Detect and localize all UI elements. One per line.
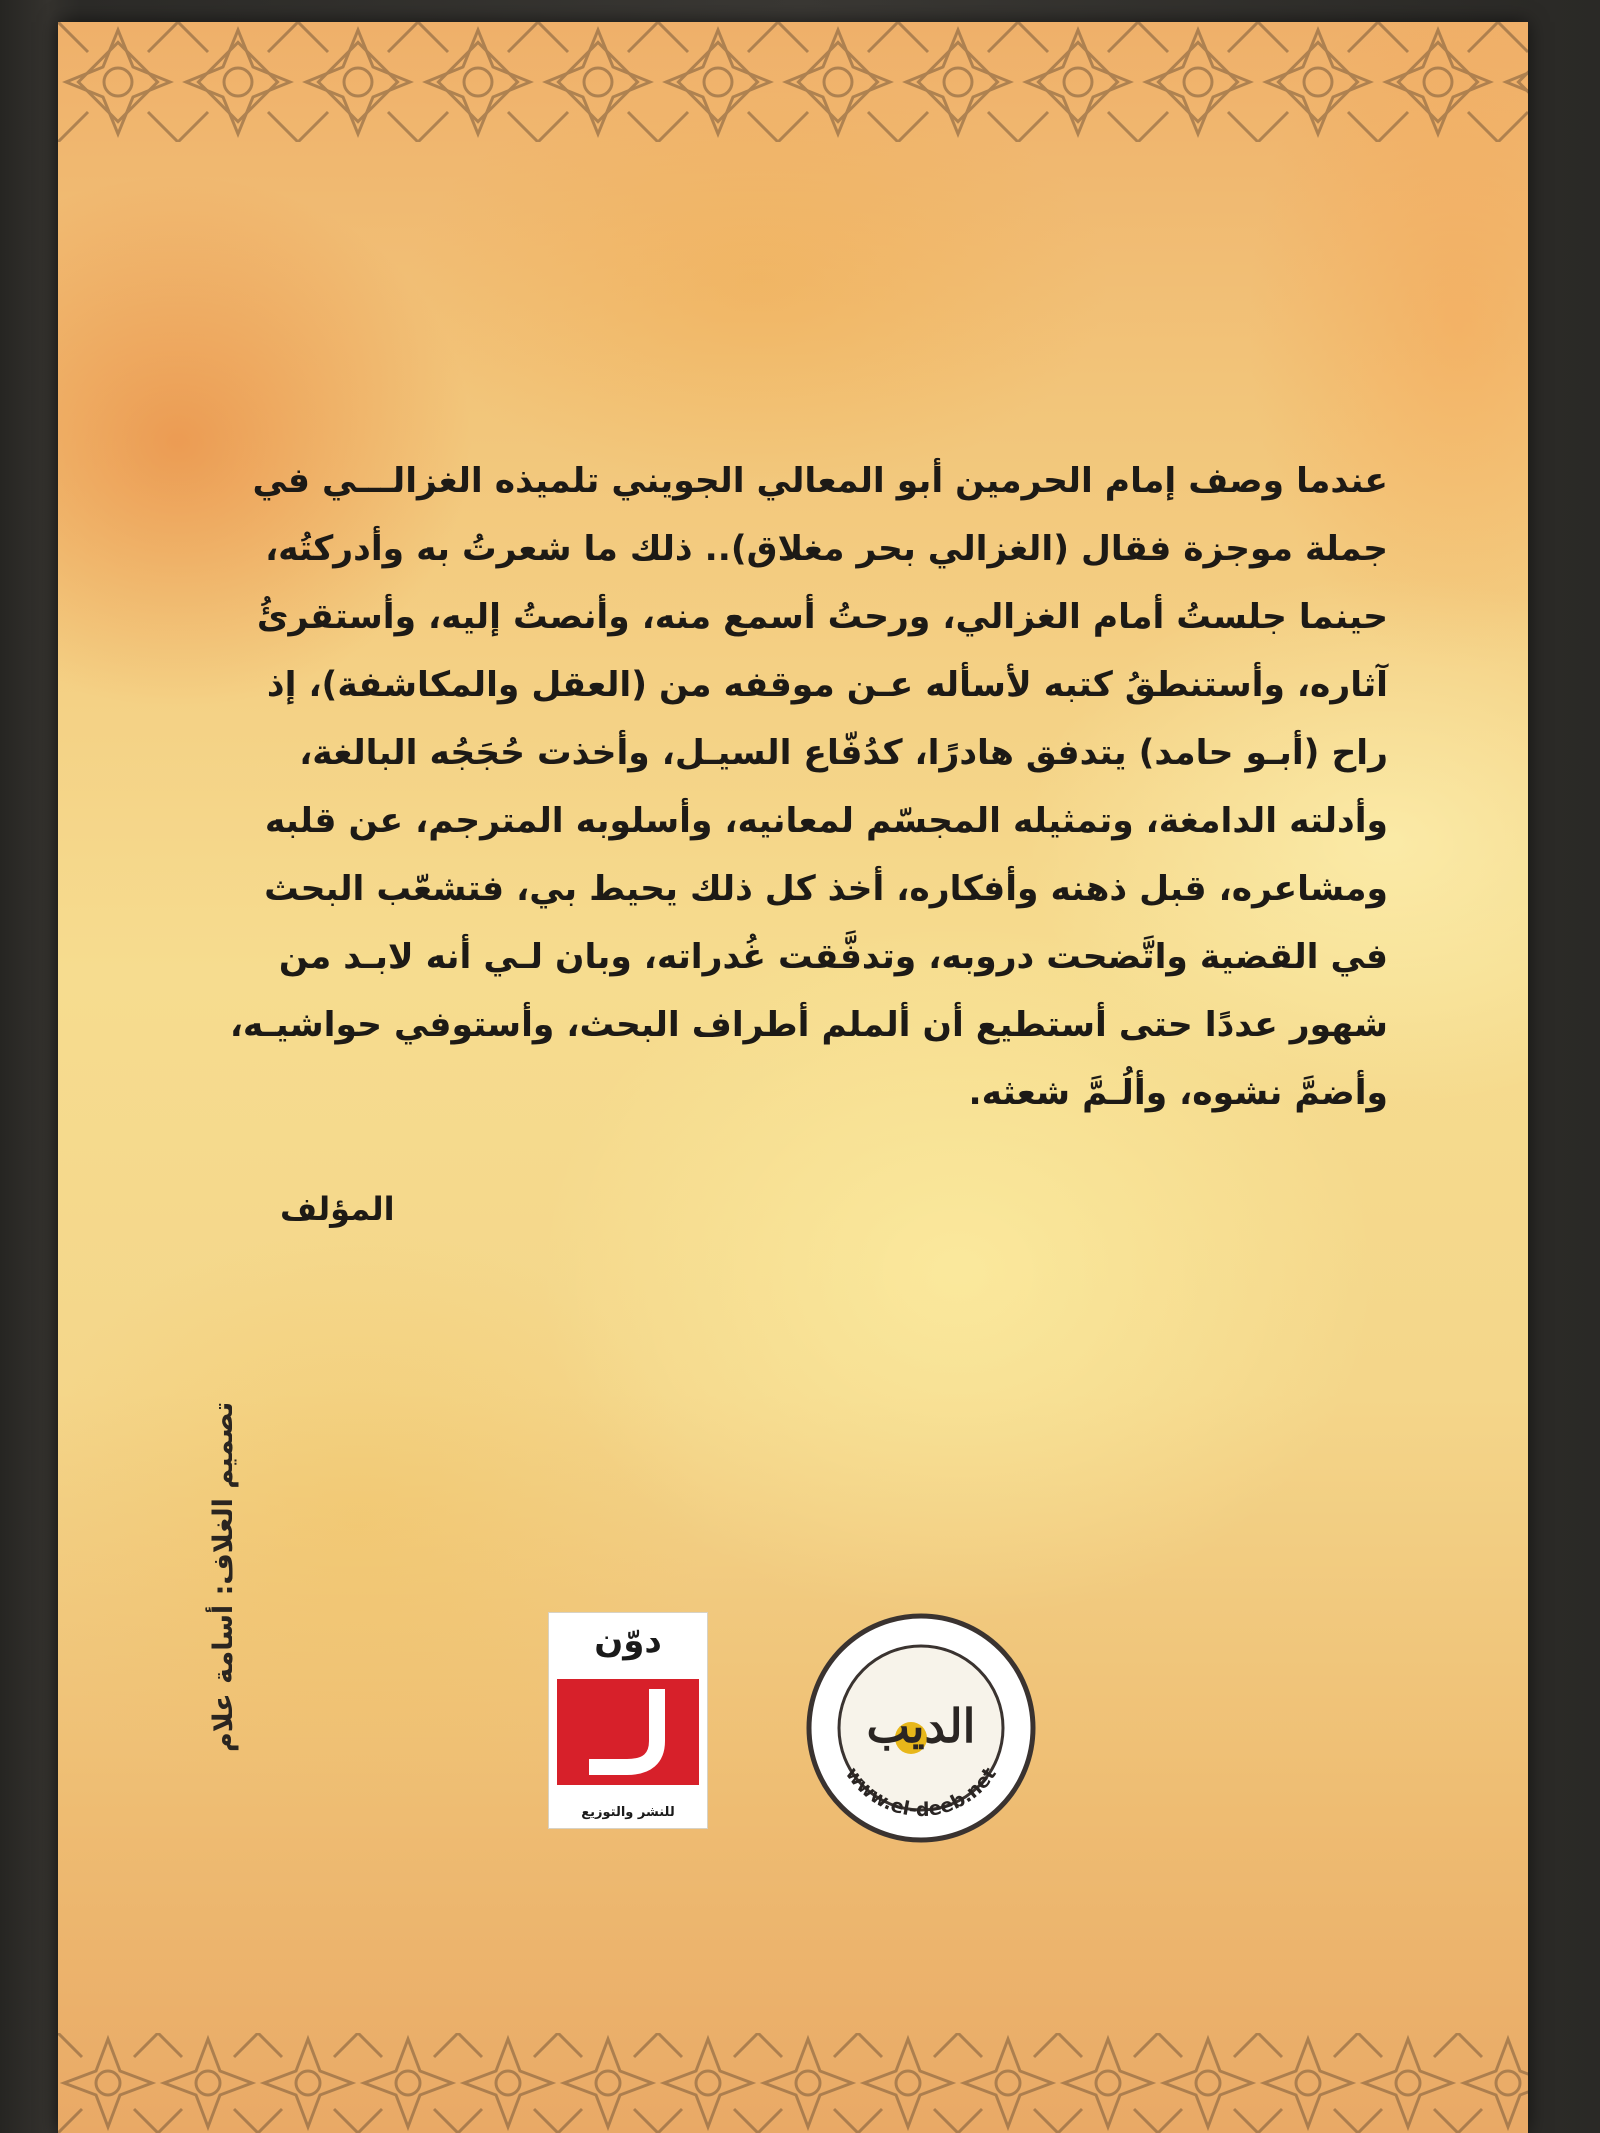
doon-publisher-logo [548,1612,708,1829]
blurb-line: حينما جلستُ أمام الغزالي، ورحتُ أسمع منه، وأنصتُ إليه، وأستقرئُ [256,597,1388,637]
el-deeb-url: www.el-deeb.net [840,1763,1001,1822]
blurb-line: شهور عددًا حتى أستطيع أن ألملم أطراف البحث، وأستوفي حواشيـه، [229,1005,1388,1045]
blurb-line: عندما وصف إمام الحرمين أبو المعالي الجويني تلميذه الغزالـــي في [252,461,1388,501]
blurb-line: وأضمَّ نشوه، وألُـمَّ شعثه. [968,1073,1388,1113]
blurb-line: وأدلته الدامغة، وتمثيله المجسّم لمعانيه، وأسلوبه المترجم، عن قلبه [264,801,1388,841]
back-cover-blurb [229,447,1388,1127]
blurb-line: راح (أبـو حامد) يتدفق هادرًا، كدُفّاع السيـل، وأخذت حُجَجُه البالغة، [299,733,1388,773]
blurb-line: آثاره، وأستنطقُ كتبه لأسأله عـن موقفه من (العقل والمكاشفة)، إذ [266,665,1388,705]
doon-logo-red-block [557,1679,699,1785]
doon-logo-tagline: للنشر والتوزيع [581,1805,675,1820]
book-back-cover [58,22,1528,2133]
bottom-ornament-band [58,2033,1528,2133]
el-deeb-publisher-logo [803,1610,1039,1846]
blurb-line: جملة موجزة فقال (الغزالي بحر مغلاق).. ذلك ما شعرتُ به وأدركتُه، [265,529,1388,569]
blurb-line: ومشاعره، قبل ذهنه وأفكاره، أخذ كل ذلك يحيط بي، فتشعّب البحث [264,869,1388,909]
el-deeb-seal-icon [803,1610,1039,1846]
top-ornament-band [58,22,1528,142]
doon-logo-name: دوّن [594,1621,662,1661]
blurb-line: في القضية واتَّضحت دروبه، وتدفَّقت غُدراته، وبان لـي أنه لابـد من [278,937,1388,977]
cover-designer-credit: تصميم الغلاف: أسامة علام [208,1401,239,1752]
doon-letter-icon [557,1679,699,1785]
author-signature: المؤلف [280,1190,395,1228]
el-deeb-logo-name: الديب [866,1699,976,1753]
